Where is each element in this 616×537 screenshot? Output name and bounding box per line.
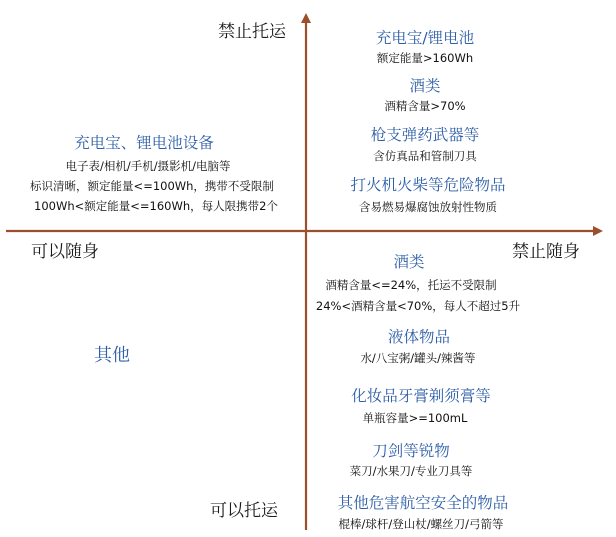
q4-item-1-detail-1: 酒精含量<=24%，托运不受限制 bbox=[325, 278, 497, 292]
q3-label: 其他 bbox=[94, 345, 130, 366]
q4-item-4-heading: 刀剑等锐物 bbox=[372, 442, 450, 460]
q1-item-4-heading: 打火机火柴等危险物品 bbox=[350, 176, 506, 194]
q1-item-2-heading: 酒类 bbox=[409, 77, 441, 95]
q1-item-1-heading: 充电宝/锂电池 bbox=[375, 29, 475, 47]
q2-detail-2: 标识清晰，额定能量<=100Wh，携带不受限制 bbox=[30, 179, 274, 193]
axis-label-left: 可以随身 bbox=[31, 242, 99, 262]
axis-label-top: 禁止托运 bbox=[218, 22, 286, 42]
q2-heading: 充电宝、锂电池设备 bbox=[74, 134, 214, 152]
axis-label-bottom: 可以托运 bbox=[210, 501, 278, 521]
axis-label-right: 禁止随身 bbox=[512, 242, 580, 262]
q4-item-4-detail: 菜刀/水果刀/专业刀具等 bbox=[349, 464, 473, 478]
q4-item-2-detail: 水/八宝粥/罐头/辣酱等 bbox=[360, 351, 476, 365]
q2-detail-3: 100Wh<额定能量<=160Wh，每人限携带2个 bbox=[34, 199, 278, 213]
q1-item-4-detail: 含易燃易爆腐蚀放射性物质 bbox=[359, 200, 497, 214]
q4-item-3-detail: 单瓶容量>=100mL bbox=[362, 411, 468, 425]
q4-item-2-heading: 液体物品 bbox=[387, 328, 451, 346]
q1-item-3-detail: 含仿真品和管制刀具 bbox=[373, 149, 477, 163]
q4-item-1-detail-2: 24%<酒精含量<70%，每人不超过5升 bbox=[315, 299, 521, 313]
q1-item-2-detail: 酒精含量>70% bbox=[384, 99, 466, 113]
q1-item-1-detail: 额定能量>160Wh bbox=[376, 51, 474, 65]
q4-item-3-heading: 化妆品牙膏剃须膏等 bbox=[351, 387, 491, 405]
q4-item-5-detail: 棍棒/球杆/登山杖/螺丝刀/弓箭等 bbox=[338, 517, 504, 531]
q1-item-3-heading: 枪支弹药武器等 bbox=[370, 126, 480, 144]
q4-item-1-heading: 酒类 bbox=[393, 253, 425, 271]
q2-detail-1: 电子表/相机/手机/摄影机/电脑等 bbox=[65, 159, 231, 173]
q4-item-5-heading: 其他危害航空安全的物品 bbox=[337, 494, 509, 512]
